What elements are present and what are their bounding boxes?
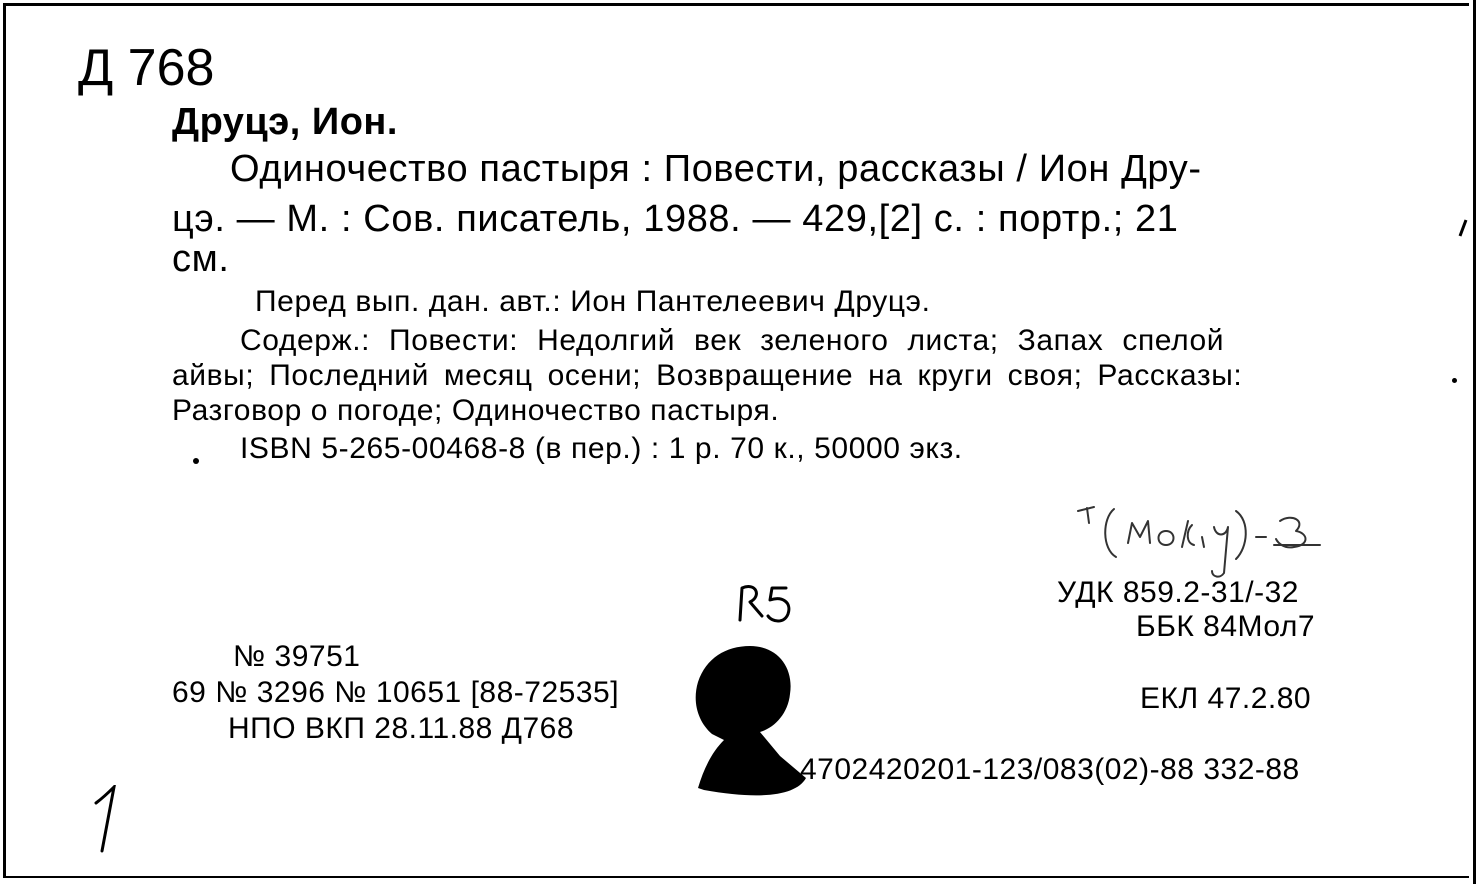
ink-blot [690, 640, 810, 800]
stray-dot [1452, 378, 1457, 383]
handwritten-mark [734, 582, 798, 626]
record-codes: 69 № 3296 № 10651 [88-72535] [172, 676, 620, 709]
note-contents-3: Разговор о погоде; Одиночество пастыря. [172, 394, 780, 427]
isbn-line: ISBN 5-265-00468-8 (в пер.) : 1 р. 70 к., 50000 экз. [240, 432, 963, 465]
note-contents-1: Содерж.: Повести: Недолгий век зеленого листа; Запах спелой [240, 324, 1225, 357]
title-line-2: цэ. — М. : Сов. писатель, 1988. — 429,[2] с. : портр.; 21 [172, 198, 1179, 240]
publication-code: 4702420201-123/083(02)-88 332-88 [800, 753, 1300, 786]
stray-dot [193, 458, 199, 464]
title-line-3: см. [172, 238, 230, 280]
author-heading: Друцэ, Ион. [172, 101, 398, 143]
handwritten-number [88, 785, 124, 853]
title-line-1: Одиночество пастыря : Повести, рассказы / Ион Дру- [230, 148, 1202, 190]
bbk-code: ББК 84Мол7 [1136, 610, 1316, 643]
handwritten-classification [1070, 497, 1350, 579]
note-author-data: Перед вып. дан. авт.: Ион Пантелеевич Друцэ. [255, 285, 931, 318]
udk-code: УДК 859.2-31/-32 [1057, 576, 1299, 609]
ekl-code: ЕКЛ 47.2.80 [1140, 682, 1312, 715]
note-contents-2: айвы; Последний месяц осени; Возвращение на круги своя; Рассказы: [172, 359, 1243, 392]
record-publisher: НПО ВКП 28.11.88 Д768 [228, 712, 575, 745]
margin-mark [1458, 218, 1468, 238]
record-number: № 39751 [233, 640, 361, 673]
call-number: Д 768 [78, 39, 215, 97]
